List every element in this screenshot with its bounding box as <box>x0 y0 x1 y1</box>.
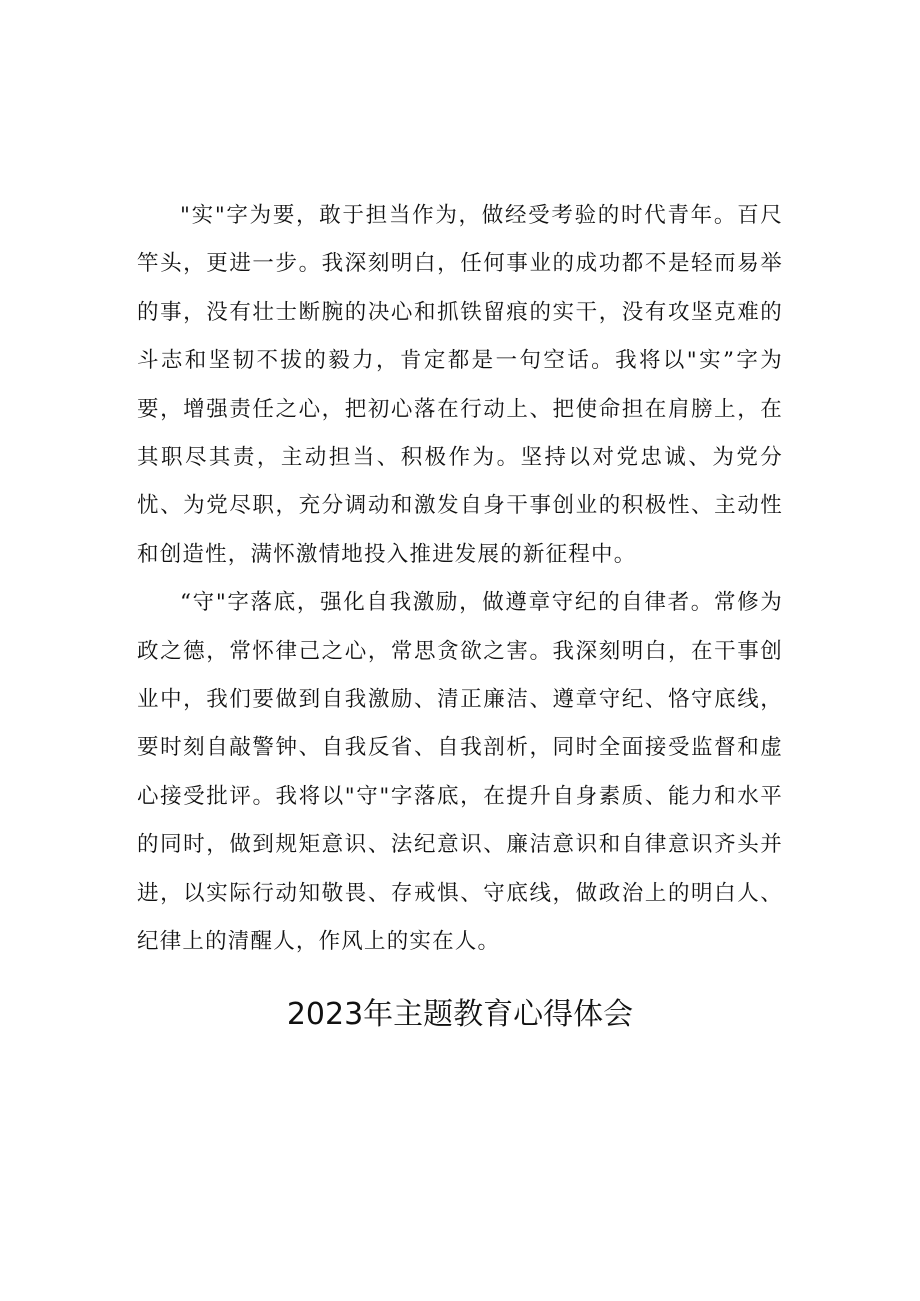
paragraph-shi: "实"字为要，敢于担当作为，做经受考验的时代青年。百尺竿头，更进一步。我深刻明白，任何事业的成功都不是轻而易举的事，没有壮士断腕的决心和抓铁留痕的实干，没有攻坚克难的斗志和坚韧不拔的毅力，肯定都是一句空话。我将以"实”字为要，增强责任之心，把初心落在行动上、把使命担在肩膀上，在其职尽其责，主动担当、积极作为。坚持以对党忠诚、为党分忧、为党尽职，充分调动和激发自身干事创业的积极性、主动性和创造性，满怀激情地投入推进发展的新征程中。 <box>137 203 783 567</box>
paragraph-shou: “守"字落底，强化自我激励，做遵章守纪的自律者。常修为政之德，常怀律己之心，常思贪欲之害。我深刻明白，在干事创业中，我们要做到自我激励、清正廉洁、遵章守纪、恪守底线，要时刻自敲警钟、自我反省、自我剖析，同时全面接受监督和虚心接受批评。我将以"守"字落底，在提升自身素质、能力和水平的同时，做到规矩意识、法纪意识、廉洁意识和自律意识齐头并进，以实际行动知敬畏、存戒惧、守底线，做政治上的明白人、纪律上的清醒人，作风上的实在人。 <box>137 590 783 955</box>
section-heading: 2023年主题教育心得体会 <box>286 997 634 1032</box>
document-body <box>137 192 783 967</box>
